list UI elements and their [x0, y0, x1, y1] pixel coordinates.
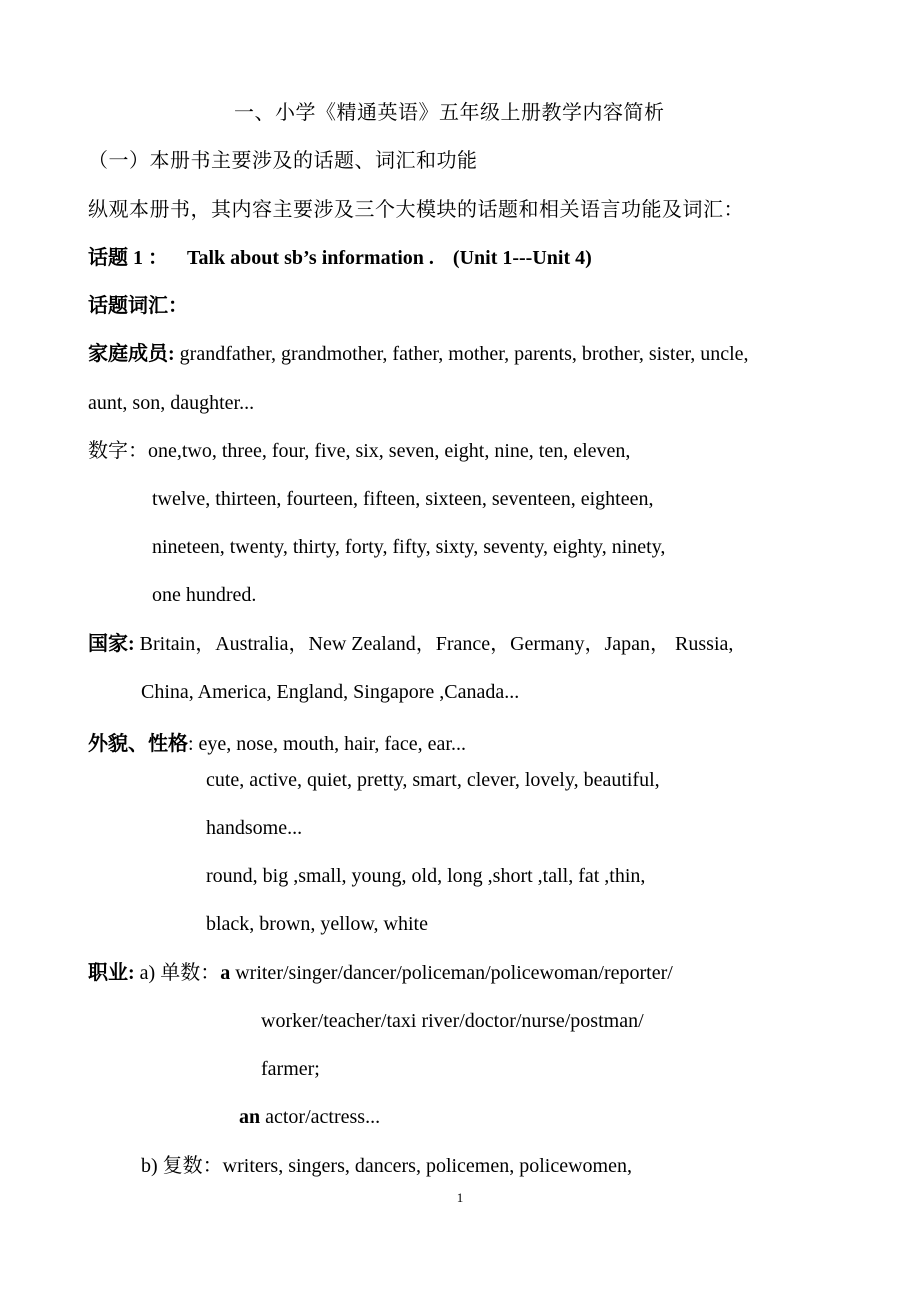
- section-heading: （一）本册书主要涉及的话题、词汇和功能: [88, 150, 478, 172]
- jobs-article-a: a: [220, 962, 231, 984]
- family-label: 家庭成员:: [88, 343, 175, 365]
- numbers-words-3: nineteen, twenty, thirty, forty, fifty, sixty, seventy, eighty, ninety,: [152, 536, 666, 558]
- countries-words-1: Britain，Australia，New Zealand，France，Germany，Japan， Russia,: [134, 633, 734, 655]
- page-number: 1: [456, 1190, 464, 1205]
- intro-paragraph: 纵观本册书，其内容主要涉及三个大模块的话题和相关语言功能及词汇：: [88, 199, 744, 221]
- family-line: [88, 341, 749, 367]
- countries-words-2: China, America, England, Singapore ,Canada...: [141, 681, 520, 703]
- jobs-article-an: an: [239, 1106, 261, 1128]
- appearance-label: 外貌、性格: [88, 733, 188, 755]
- jobs-an-words: actor/actress...: [260, 1106, 381, 1128]
- jobs-singular-prefix: a) 单数：: [134, 962, 221, 984]
- jobs-plural-line: [141, 1153, 632, 1179]
- appearance-words-4: round, big ,small, young, old, long ,short ,tall, fat ,thin,: [206, 865, 646, 887]
- countries-line: [88, 631, 733, 657]
- topic-text: Talk about sb’s information .: [187, 247, 434, 269]
- jobs-label: 职业:: [88, 962, 135, 984]
- topic-label: 话题 1 ：: [88, 247, 168, 269]
- vocab-heading: 话题词汇：: [88, 295, 188, 317]
- jobs-line: [88, 960, 673, 986]
- numbers-words-1: one,two, three, four, five, six, seven, eight, nine, ten, eleven,: [148, 440, 631, 462]
- jobs-plural-prefix: b) 复数：: [141, 1155, 223, 1177]
- jobs-singular-words-1: writer/singer/dancer/policeman/policewoman/reporter/: [230, 962, 673, 984]
- family-words-1: grandfather, grandmother, father, mother, parents, brother, sister, uncle,: [174, 343, 749, 365]
- appearance-words-3: handsome...: [206, 817, 303, 839]
- appearance-words-5: black, brown, yellow, white: [206, 913, 428, 935]
- jobs-plural-words: writers, singers, dancers, policemen, policewomen,: [222, 1155, 632, 1177]
- numbers-line: [88, 438, 630, 464]
- appearance-words-2: cute, active, quiet, pretty, smart, clever, lovely, beautiful,: [206, 769, 660, 791]
- jobs-singular-words-2: worker/teacher/taxi river/doctor/nurse/postman/: [261, 1010, 644, 1032]
- jobs-an-line: [239, 1104, 380, 1130]
- numbers-words-2: twelve, thirteen, fourteen, fifteen, sixteen, seventeen, eighteen,: [152, 488, 654, 510]
- appearance-words-1: : eye, nose, mouth, hair, face, ear...: [188, 733, 466, 755]
- topic-units: (Unit 1---Unit 4): [452, 247, 592, 269]
- page-title: 一、小学《精通英语》五年级上册教学内容简析: [234, 102, 665, 124]
- numbers-words-4: one hundred.: [152, 584, 257, 606]
- topic-line: [88, 245, 592, 271]
- jobs-singular-words-3: farmer;: [261, 1058, 320, 1080]
- countries-label: 国家:: [88, 633, 135, 655]
- appearance-line: [88, 731, 466, 757]
- numbers-label: 数字：: [88, 440, 148, 462]
- family-words-2: aunt, son, daughter...: [88, 392, 255, 414]
